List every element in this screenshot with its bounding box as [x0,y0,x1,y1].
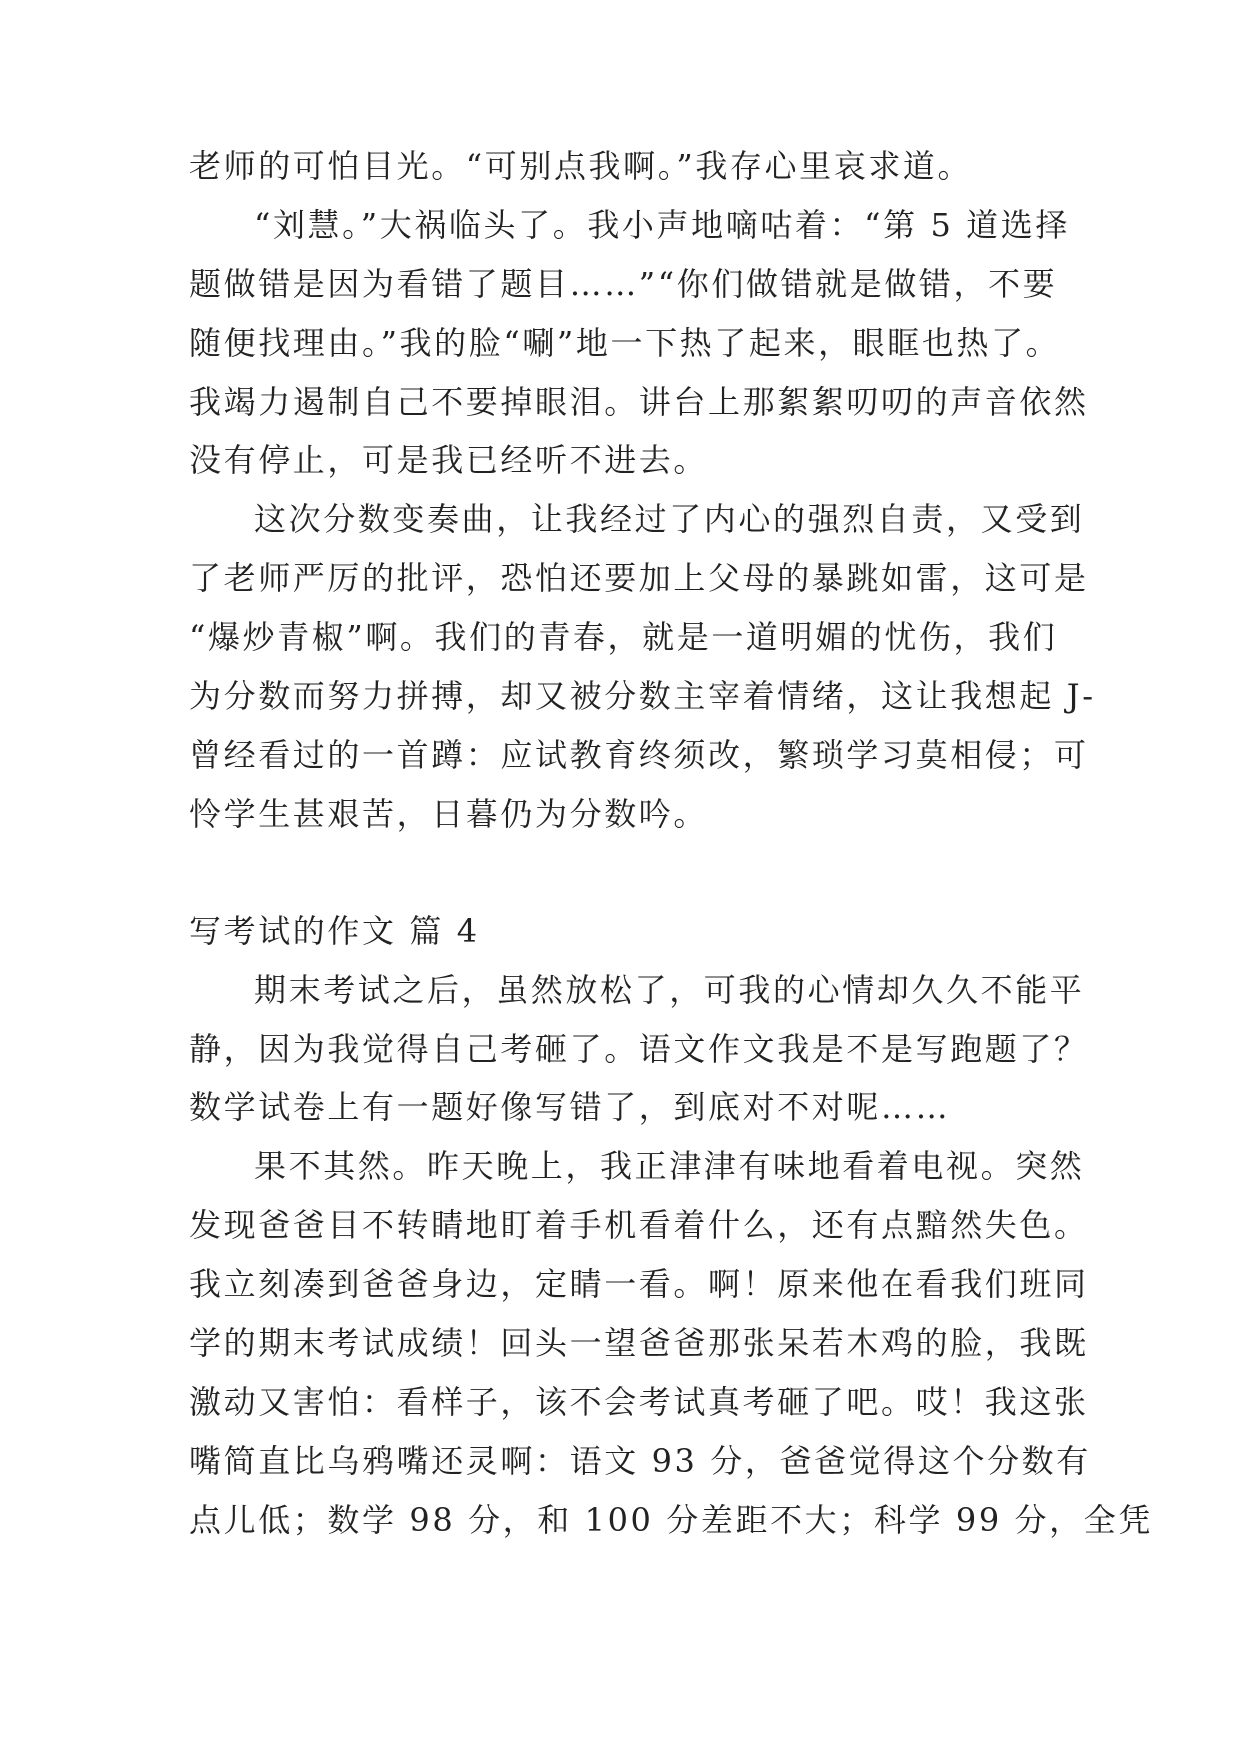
text-line: 为分数而努力拼搏，却又被分数主宰着情绪，这让我想起 J- [189,677,1096,715]
text-line: 怜学生甚艰苦，日暮仍为分数吟。 [189,795,709,833]
text-line: 老师的可怕目光。“可别点我啊。”我存心里哀求道。 [189,147,973,185]
text-line: 我立刻凑到爸爸身边，定睛一看。啊！原来他在看我们班同 [189,1265,1089,1303]
text-line: 数学试卷上有一题好像写错了，到底对不对呢…… [189,1088,951,1126]
text-line: 发现爸爸目不转睛地盯着手机看着什么，还有点黯然失色。 [189,1206,1089,1244]
text-line: “刘慧。”大祸临头了。我小声地嘀咕着：“第 5 道选择 [254,206,1070,244]
text-line: 静，因为我觉得自己考砸了。语文作文我是不是写跑题了？ [189,1030,1089,1068]
text-line: 期末考试之后，虽然放松了，可我的心情却久久不能平 [254,971,1085,1009]
text-line: 曾经看过的一首蹲：应试教育终须改，繁琐学习莫相侵；可 [189,736,1089,774]
text-line: 了老师严厉的批评，恐怕还要加上父母的暴跳如雷，这可是 [189,559,1089,597]
text-line: 没有停止，可是我已经听不进去。 [189,441,709,479]
text-line: 题做错是因为看错了题目……”“你们做错就是做错，不要 [189,265,1058,303]
text-line: 这次分数变奏曲，让我经过了内心的强烈自责，又受到 [254,500,1085,538]
text-line: 随便找理由。”我的脸“唰”地一下热了起来，眼眶也热了。 [189,324,1061,362]
text-line: 学的期末考试成绩！回头一望爸爸那张呆若木鸡的脸，我既 [189,1324,1089,1362]
text-line: “爆炒青椒”啊。我们的青春，就是一道明媚的忧伤，我们 [189,618,1058,656]
text-line: 我竭力遏制自己不要掉眼泪。讲台上那絮絮叨叨的声音依然 [189,383,1089,421]
section-heading: 写考试的作文 篇 4 [189,912,480,950]
text-line: 果不其然。昨天晚上，我正津津有味地看着电视。突然 [254,1147,1085,1185]
text-line: 点儿低；数学 98 分，和 100 分差距不大；科学 99 分，全凭 [189,1501,1153,1539]
text-line: 激动又害怕：看样子，该不会考试真考砸了吧。哎！我这张 [189,1383,1089,1421]
text-line: 嘴简直比乌鸦嘴还灵啊：语文 93 分，爸爸觉得这个分数有 [189,1442,1091,1480]
